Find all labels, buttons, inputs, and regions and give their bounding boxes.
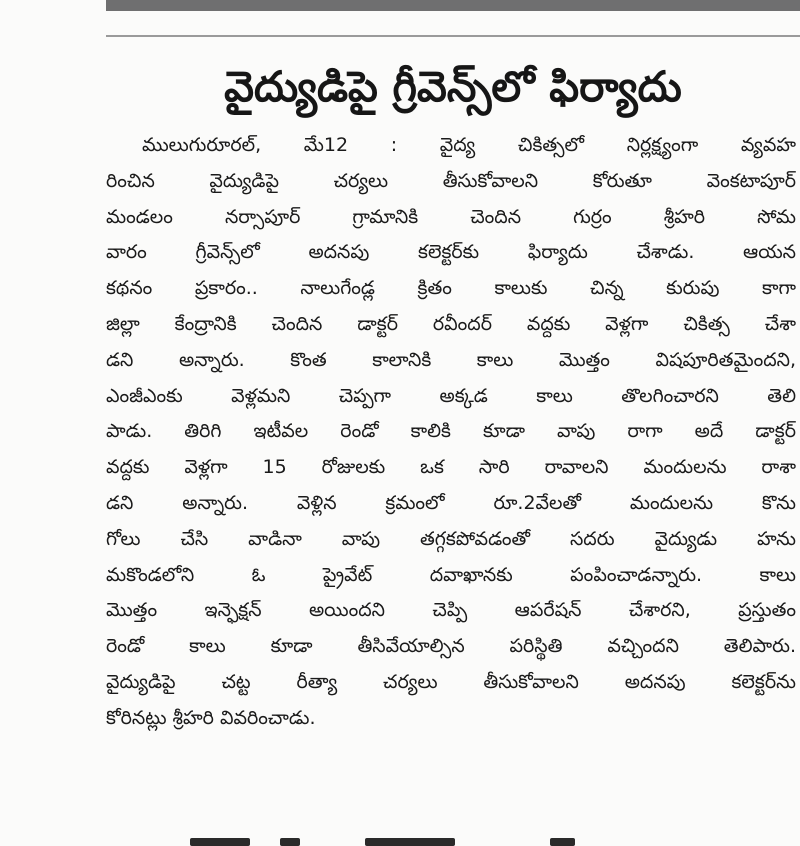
article-headline: వైద్యుడిపై గ్రీవెన్స్‌లో ఫిర్యాదు [224,62,682,111]
article-line: డని అన్నారు. కొంత కాలానికి కాలు మొత్తం విషపూరితమైందని, [106,348,796,371]
article-line: వద్దకు వెళ్లగా 15 రోజులకు ఒక సారి రావాలని మందులను రాశా [106,456,796,479]
article-line: డని అన్నారు. వెళ్లిన క్రమంలో రూ.2వేలతో మందులను కొను [106,491,796,514]
article-line: రించిన వైద్యుడిపై చర్యలు తీసుకోవాలని కోరుతూ వెంకటాపూర్ [106,169,796,192]
article-line: పాడు. తిరిగి ఇటీవల రెండో కాలికి కూడా వాపు రాగా అదే డాక్టర్ [106,420,796,443]
article-line: గోలు చేసి వాడినా వాపు తగ్గకపోవడంతో సదరు వైద్యుడు హను [106,527,796,550]
article-line: వైద్యుడిపై చట్ట రీత్యా చర్యలు తీసుకోవాలని అదనపు కలెక్టర్‌ను [106,670,796,693]
article-line: కోరినట్లు శ్రీహరి వివరించాడు. [106,706,316,729]
article-line: మొత్తం ఇన్ఫెక్షన్ అయిందని చెప్పి ఆపరేషన్ చేశారని, ప్రస్తుతం [106,599,796,622]
next-article-fragment [150,836,670,846]
article-line: వారం గ్రీవెన్స్‌లో అదనపు కలెక్టర్‌కు ఫిర్యాదు చేశాడు. ఆయన [106,241,796,264]
article-line: జిల్లా కేంద్రానికి చెందిన డాక్టర్ రవీందర్ వద్దకు వెళ్లగా చికిత్స చేశా [106,312,796,335]
ink-fragment [190,838,250,846]
article-line: ములుగురూరల్, మే12 : వైద్య చికిత్సలో నిర్లక్ష్యంగా వ్యవహ [142,134,796,156]
article-line: రెండో కాలు కూడా తీసివేయాల్సిన పరిస్థితి వచ్చిందని తెలిపారు. [106,635,796,658]
article-line: ఎంజీఎంకు వెళ్లమని చెప్పగా అక్కడ కాలు తొలగించారని తెలి [106,384,796,407]
article-line: మండలం నర్సాపూర్ గ్రామానికి చెందిన గుర్రం శ్రీహరి సోమ [106,205,796,228]
article-body [106,128,796,737]
ink-fragment [280,838,300,846]
divider-rule [106,35,800,37]
article-line: కథనం ప్రకారం.. నాలుగేండ్ల క్రితం కాలుకు చిన్న కురుపు కాగా [106,277,796,300]
ink-fragment [365,838,455,846]
ink-fragment [550,838,575,846]
previous-article-bar [106,0,800,11]
article-line: మకొండలోని ఓ ప్రైవేట్ దవాఖానకు పంపించాడన్నారు. కాలు [106,563,796,586]
